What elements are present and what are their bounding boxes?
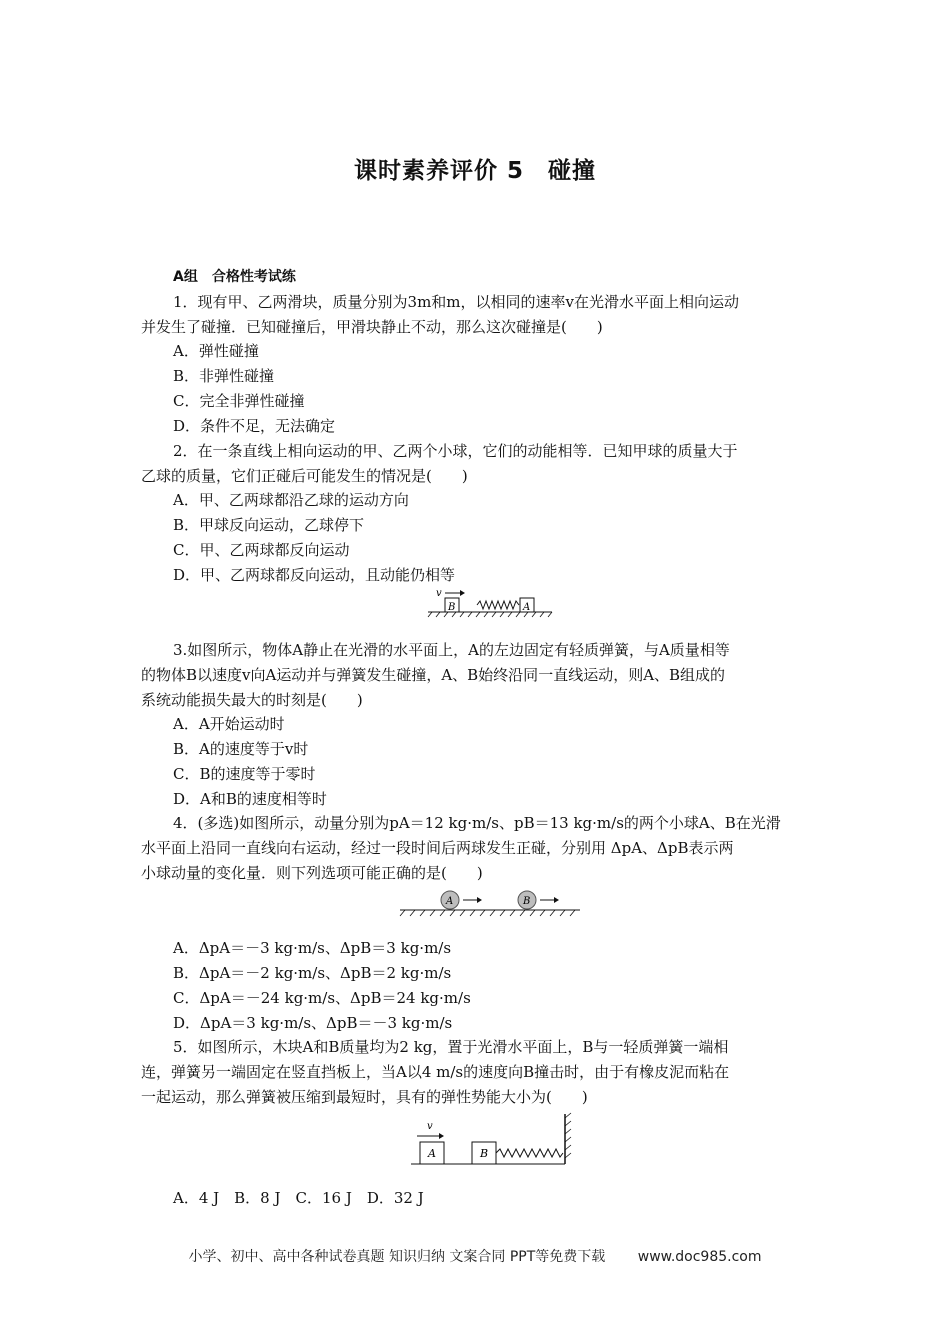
question-3-line-2: 的物体B以速度v向A运动并与弹簧发生碰撞，A、B始终沿同一直线运动，则A、B组成的 bbox=[141, 666, 726, 684]
question-3-option-c: C．B的速度等于零时 bbox=[173, 765, 316, 783]
question-4-option-b: B．ΔpA＝－2 kg·m/s、ΔpB＝2 kg·m/s bbox=[173, 964, 452, 982]
footer-text: 小学、初中、高中各种试卷真题 知识归纳 文案合同 PPT等免费下载 bbox=[188, 1249, 606, 1265]
group-heading: A组 合格性考试练 bbox=[173, 269, 296, 285]
fig3-b-label: B bbox=[480, 1147, 489, 1160]
question-4-option-d: D．ΔpA＝3 kg·m/s、ΔpB＝－3 kg·m/s bbox=[173, 1014, 453, 1032]
question-1-option-a: A．弹性碰撞 bbox=[173, 342, 259, 360]
fig1-a-label: A bbox=[523, 602, 531, 613]
question-5-line-3: 一起运动，那么弹簧被压缩到最短时，具有的弹性势能大小为( ) bbox=[141, 1088, 588, 1106]
fig2-a-label: A bbox=[446, 896, 454, 907]
spring-icon bbox=[477, 601, 519, 609]
question-2-line-1: 2．在一条直线上相向运动的甲、乙两个小球，它们的动能相等．已知甲球的质量大于 bbox=[173, 442, 738, 460]
footer bbox=[0, 1246, 950, 1266]
question-4-option-c: C．ΔpA＝－24 kg·m/s、ΔpB＝24 kg·m/s bbox=[173, 989, 471, 1007]
question-1-option-b: B．非弹性碰撞 bbox=[173, 367, 275, 385]
question-4-line-1: 4．(多选)如图所示，动量分别为pA＝12 kg·m/s、pB＝13 kg·m/s的两个小球A、B在光滑 bbox=[173, 814, 781, 832]
question-1-option-d: D．条件不足，无法确定 bbox=[173, 417, 336, 435]
arrow-head-icon bbox=[460, 590, 465, 596]
question-2-line-2: 乙球的质量，它们正碰后可能发生的情况是( ) bbox=[141, 467, 468, 485]
question-3-line-3: 系统动能损失最大的时刻是( ) bbox=[141, 691, 363, 709]
question-4-line-3: 小球动量的变化量．则下列选项可能正确的是( ) bbox=[141, 864, 483, 882]
ground-hatch-icon bbox=[428, 612, 552, 617]
question-2-option-b: B．甲球反向运动，乙球停下 bbox=[173, 516, 365, 534]
fig1-v-label: v bbox=[436, 588, 442, 599]
question-3-option-a: A．A开始运动时 bbox=[173, 715, 285, 733]
question-2-option-d: D．甲、乙两球都反向运动，且动能仍相等 bbox=[173, 566, 456, 584]
question-3-option-d: D．A和B的速度相等时 bbox=[173, 790, 327, 808]
question-3-option-b: B．A的速度等于v时 bbox=[173, 740, 309, 758]
question-1-line-2: 并发生了碰撞．已知碰撞后，甲滑块静止不动，那么这次碰撞是( ) bbox=[141, 318, 603, 336]
question-4-option-a: A．ΔpA＝－3 kg·m/s、ΔpB＝3 kg·m/s bbox=[173, 939, 452, 957]
question-2-option-a: A．甲、乙两球都沿乙球的运动方向 bbox=[173, 491, 409, 509]
figure-wall-spring bbox=[405, 1112, 580, 1174]
arrow-head-icon bbox=[477, 897, 482, 903]
page-title: 课时素养评价 5 碰撞 bbox=[353, 158, 596, 184]
question-5-line-2: 连，弹簧另一端固定在竖直挡板上，当A以4 m/s的速度向B撞击时，由于有橡皮泥而粘在 bbox=[141, 1063, 730, 1081]
fig1-b-label: B bbox=[448, 602, 456, 613]
fig3-v-label: v bbox=[427, 1121, 433, 1132]
question-4-line-2: 水平面上沿同一直线向右运动，经过一段时间后两球发生正碰，分别用 ΔpA、ΔpB表示两 bbox=[141, 839, 734, 857]
figure-two-balls bbox=[395, 885, 585, 920]
question-5-line-1: 5．如图所示，木块A和B质量均为2 kg，置于光滑水平面上，B与一轻质弹簧一端相 bbox=[173, 1038, 729, 1056]
spring-icon bbox=[496, 1149, 563, 1157]
ground-hatch-icon bbox=[400, 910, 575, 916]
footer-site-link[interactable]: www.doc985.com bbox=[637, 1249, 762, 1265]
question-3-line-1: 3.如图所示，物体A静止在光滑的水平面上，A的左边固定有轻质弹簧，与A质量相等 bbox=[173, 641, 730, 659]
question-1-line-1: 1．现有甲、乙两滑块，质量分别为3m和m，以相同的速率v在光滑水平面上相向运动 bbox=[173, 293, 740, 311]
arrow-head-icon bbox=[439, 1133, 444, 1139]
question-5-options: A．4 J B．8 J C．16 J D．32 J bbox=[173, 1189, 424, 1207]
wall-hatch-icon bbox=[565, 1113, 571, 1158]
question-1-option-c: C．完全非弹性碰撞 bbox=[173, 392, 305, 410]
figure-spring-block bbox=[420, 585, 560, 620]
arrow-head-icon bbox=[554, 897, 559, 903]
fig3-a-label: A bbox=[428, 1147, 436, 1160]
fig2-b-label: B bbox=[523, 896, 531, 907]
question-2-option-c: C．甲、乙两球都反向运动 bbox=[173, 541, 350, 559]
